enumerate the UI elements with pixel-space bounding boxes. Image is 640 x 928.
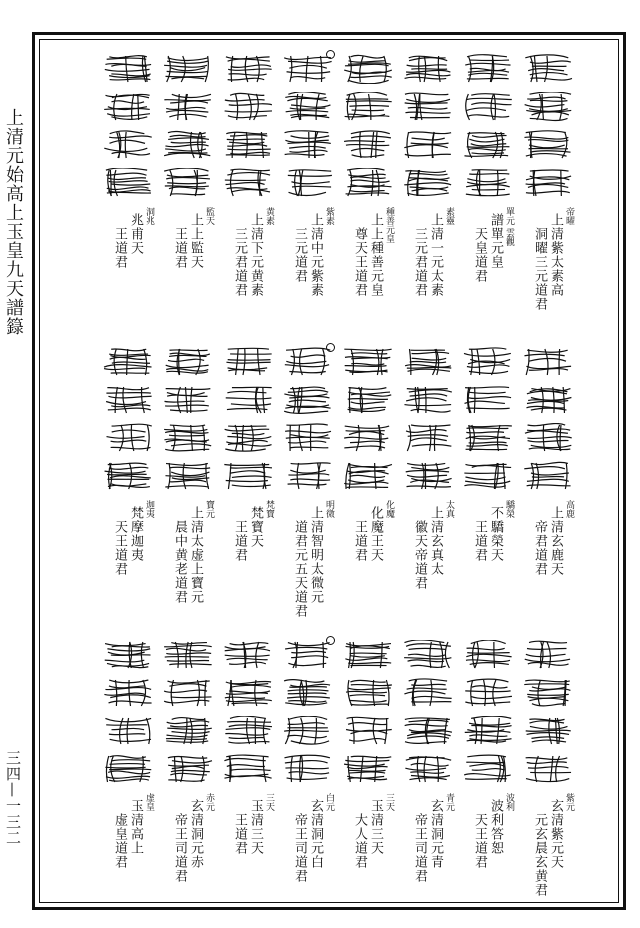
seal-script-glyph [462, 92, 514, 122]
seal-script-glyph [522, 92, 574, 122]
seal-script-glyph [162, 754, 214, 784]
seal-script-glyph [282, 130, 334, 160]
seal-script-glyph [342, 423, 394, 453]
caption-sub-note: 三天 [384, 793, 394, 811]
register-1 [36, 40, 636, 340]
caption-line-2: 道君元五天道君 [292, 520, 307, 618]
caption-line-2: 三元君道君 [232, 227, 247, 297]
deity-column [278, 626, 338, 926]
deity-caption [160, 500, 216, 630]
caption-line-2: 王道君 [172, 227, 187, 269]
caption-sub-note: 紫素 [324, 207, 334, 225]
seal-script-glyph [102, 168, 154, 198]
caption-sub-note: 波利 [504, 793, 514, 811]
deity-caption [520, 793, 576, 923]
seal-script-glyph [102, 130, 154, 160]
seal-script-glyph [102, 92, 154, 122]
caption-line-1: 梵寶天 [248, 506, 263, 548]
deity-column [338, 626, 398, 926]
caption-line-2: 三元道君 [292, 227, 307, 283]
seal-script-glyph [222, 54, 274, 84]
seal-script-glyph [402, 640, 454, 670]
seal-script-glyph [402, 678, 454, 708]
seal-script-glyph [282, 54, 334, 84]
caption-line-2: 元玄晨玄黄君 [532, 813, 547, 897]
caption-line-1: 不驕榮天 [488, 506, 503, 562]
caption-line-2: 天王道君 [112, 520, 127, 576]
deity-caption [100, 793, 156, 923]
seal-script-glyph [462, 640, 514, 670]
caption-sub-note: 素靈 [444, 207, 454, 225]
deity-caption [400, 500, 456, 630]
seal-script-glyph [102, 754, 154, 784]
caption-sub-note: 單元 雲觀 [504, 207, 514, 246]
seal-script-glyph [222, 754, 274, 784]
caption-line-1: 上清智明太微元 [308, 506, 323, 604]
seal-script-glyph [222, 678, 274, 708]
caption-sub-note: 黄素 [264, 207, 274, 225]
seal-script-glyph [402, 54, 454, 84]
caption-sub-note: 化魔 [384, 500, 394, 518]
caption-line-2: 虚皇道君 [112, 813, 127, 869]
seal-script-glyph [222, 461, 274, 491]
seal-script-glyph [402, 716, 454, 746]
deity-column [98, 626, 158, 926]
seal-script-glyph [222, 92, 274, 122]
seal-script-glyph [222, 716, 274, 746]
seal-script-glyph [162, 168, 214, 198]
seal-script-glyph [102, 716, 154, 746]
deity-column [338, 40, 398, 340]
caption-line-1: 玉清三天 [248, 799, 263, 855]
seal-script-glyph [342, 754, 394, 784]
deity-column [158, 626, 218, 926]
deity-column [458, 626, 518, 926]
seal-script-glyph [282, 385, 334, 415]
caption-line-2: 帝王司道君 [412, 813, 427, 883]
seal-script-glyph [102, 347, 154, 377]
seal-script-glyph [342, 461, 394, 491]
deity-caption [100, 500, 156, 630]
deity-column [518, 333, 578, 633]
caption-line-1: 波利答恕 [488, 799, 503, 855]
seal-script-glyph [402, 168, 454, 198]
deity-column [398, 626, 458, 926]
caption-sub-note: 青元 [444, 793, 454, 811]
caption-sub-note: 洞兆 [144, 207, 154, 225]
caption-line-1: 譜單元皇 [488, 213, 503, 269]
seal-script-glyph [402, 130, 454, 160]
caption-sub-note: 紫元 [564, 793, 574, 811]
seal-script-glyph [342, 716, 394, 746]
caption-line-2: 天皇道君 [472, 227, 487, 283]
seal-script-glyph [282, 678, 334, 708]
seal-script-glyph [522, 678, 574, 708]
deity-caption [520, 500, 576, 630]
deity-column [398, 40, 458, 340]
seal-script-glyph [282, 716, 334, 746]
caption-sub-note: 赤元 [204, 793, 214, 811]
caption-line-2: 天王道君 [472, 813, 487, 869]
seal-script-glyph [522, 461, 574, 491]
seal-script-glyph [162, 461, 214, 491]
seal-script-glyph [162, 130, 214, 160]
caption-line-2: 晨中黄老道君 [172, 520, 187, 604]
seal-script-glyph [402, 754, 454, 784]
deity-caption [160, 207, 216, 337]
seal-script-glyph [462, 461, 514, 491]
caption-line-1: 玄清洞元青 [428, 799, 443, 869]
deity-caption [220, 207, 276, 337]
seal-script-glyph [102, 640, 154, 670]
seal-script-glyph [522, 54, 574, 84]
seal-script-glyph [342, 347, 394, 377]
register-3 [36, 626, 636, 926]
seal-script-glyph [522, 385, 574, 415]
seal-script-glyph [282, 347, 334, 377]
caption-sub-note: 種善元皇 [384, 207, 394, 243]
deity-column [158, 333, 218, 633]
seal-script-glyph [402, 385, 454, 415]
caption-line-2: 洞曜三元道君 [532, 227, 547, 311]
side-margin-page-number: 三四—一三二 [4, 750, 22, 846]
deity-caption [460, 500, 516, 630]
deity-caption [520, 207, 576, 337]
caption-line-2: 王道君 [232, 813, 247, 855]
deity-column [218, 40, 278, 340]
caption-line-1: 玄清紫元天 [548, 799, 563, 869]
seal-script-glyph [162, 385, 214, 415]
seal-script-glyph [402, 347, 454, 377]
deity-column [458, 333, 518, 633]
caption-line-2: 王道君 [232, 520, 247, 562]
deity-caption [280, 207, 336, 337]
caption-line-1: 玄清洞元白 [308, 799, 323, 869]
caption-line-1: 玉清三天 [368, 799, 383, 855]
seal-script-glyph [162, 640, 214, 670]
seal-script-glyph [222, 640, 274, 670]
side-margin-title: 上清元始高上玉皇九天譜籙 [3, 108, 24, 336]
seal-script-glyph [162, 678, 214, 708]
caption-line-1: 上清中元紫素 [308, 213, 323, 297]
seal-script-glyph [462, 678, 514, 708]
caption-line-1: 上上種善元皇 [368, 213, 383, 297]
deity-caption [400, 207, 456, 337]
deity-caption [340, 207, 396, 337]
caption-line-1: 化魔王天 [368, 506, 383, 562]
caption-line-1: 上清玄鹿天 [548, 506, 563, 576]
caption-sub-note: 白元 [324, 793, 334, 811]
deity-caption [100, 207, 156, 337]
seal-script-glyph [462, 385, 514, 415]
seal-script-glyph [282, 92, 334, 122]
seal-script-glyph [522, 130, 574, 160]
seal-script-glyph [462, 423, 514, 453]
seal-script-glyph [222, 168, 274, 198]
seal-script-glyph [342, 168, 394, 198]
seal-script-glyph [282, 640, 334, 670]
caption-line-1: 上清一元太素 [428, 213, 443, 297]
deity-column [278, 40, 338, 340]
seal-script-glyph [102, 385, 154, 415]
seal-script-glyph [342, 385, 394, 415]
caption-line-2: 王道君 [472, 520, 487, 562]
seal-script-glyph [402, 92, 454, 122]
seal-script-glyph [342, 54, 394, 84]
seal-script-glyph [162, 92, 214, 122]
caption-sub-note: 梵寶 [264, 500, 274, 518]
caption-line-2: 三元君道君 [412, 227, 427, 297]
deity-column [278, 333, 338, 633]
seal-script-glyph [462, 130, 514, 160]
caption-line-2: 帝王司道君 [292, 813, 307, 883]
deity-caption [280, 500, 336, 630]
seal-script-glyph [162, 54, 214, 84]
caption-sub-note: 監天 [204, 207, 214, 225]
deity-caption [160, 793, 216, 923]
caption-sub-note: 三天 [264, 793, 274, 811]
caption-sub-note: 虚皇 [144, 793, 154, 811]
seal-script-glyph [342, 640, 394, 670]
caption-line-1: 上上監天 [188, 213, 203, 269]
seal-script-glyph [522, 423, 574, 453]
deity-caption [460, 207, 516, 337]
seal-script-glyph [342, 678, 394, 708]
deity-column [98, 333, 158, 633]
seal-script-glyph [282, 423, 334, 453]
seal-script-glyph [522, 347, 574, 377]
seal-script-glyph [222, 385, 274, 415]
deity-caption [220, 500, 276, 630]
seal-script-glyph [342, 92, 394, 122]
caption-sub-note: 驕榮 [504, 500, 514, 518]
caption-sub-note: 寶元 [204, 500, 214, 518]
caption-line-1: 上清玄真太 [428, 506, 443, 576]
seal-script-glyph [282, 168, 334, 198]
seal-script-glyph [462, 347, 514, 377]
caption-line-1: 玄清洞元赤 [188, 799, 203, 869]
caption-line-2: 尊天王道君 [352, 227, 367, 297]
seal-script-glyph [162, 423, 214, 453]
caption-line-2: 帝王司道君 [172, 813, 187, 883]
seal-script-glyph [102, 461, 154, 491]
caption-sub-note: 迦夷 [144, 500, 154, 518]
caption-line-2: 王道君 [352, 520, 367, 562]
caption-line-2: 王道君 [112, 227, 127, 269]
caption-sub-note: 太真 [444, 500, 454, 518]
seal-script-glyph [462, 716, 514, 746]
caption-line-2: 大人道君 [352, 813, 367, 869]
deity-column [158, 40, 218, 340]
seal-script-glyph [522, 754, 574, 784]
seal-script-glyph [282, 461, 334, 491]
caption-line-2: 帝君道君 [532, 520, 547, 576]
deity-column [338, 333, 398, 633]
caption-line-2: 徽天帝道君 [412, 520, 427, 590]
seal-script-glyph [222, 423, 274, 453]
seal-script-glyph [402, 461, 454, 491]
seal-script-glyph [222, 130, 274, 160]
deity-caption [280, 793, 336, 923]
register-2 [36, 333, 636, 633]
caption-sub-note: 高鹿 [564, 500, 574, 518]
deity-column [518, 626, 578, 926]
seal-script-glyph [522, 168, 574, 198]
caption-sub-note: 明微 [324, 500, 334, 518]
caption-line-1: 上清下元黄素 [248, 213, 263, 297]
deity-column [458, 40, 518, 340]
deity-caption [340, 793, 396, 923]
seal-script-glyph [462, 168, 514, 198]
deity-column [398, 333, 458, 633]
seal-script-glyph [102, 54, 154, 84]
caption-line-1: 上清太虚上寶元 [188, 506, 203, 604]
seal-script-glyph [102, 423, 154, 453]
deity-column [518, 40, 578, 340]
deity-caption [220, 793, 276, 923]
seal-script-glyph [162, 347, 214, 377]
seal-script-glyph [282, 754, 334, 784]
deity-column [98, 40, 158, 340]
deity-column [218, 626, 278, 926]
seal-script-glyph [162, 716, 214, 746]
seal-script-glyph [402, 423, 454, 453]
caption-line-1: 梵摩迦夷 [128, 506, 143, 562]
caption-sub-note: 帝曜 [564, 207, 574, 225]
seal-script-glyph [522, 640, 574, 670]
deity-column [218, 333, 278, 633]
deity-caption [460, 793, 516, 923]
caption-line-1: 兆甫天 [128, 213, 143, 255]
seal-script-glyph [222, 347, 274, 377]
seal-script-glyph [342, 130, 394, 160]
caption-line-1: 上清紫太素高 [548, 213, 563, 297]
seal-script-glyph [462, 754, 514, 784]
deity-caption [400, 793, 456, 923]
deity-caption [340, 500, 396, 630]
caption-line-1: 玉清高上 [128, 799, 143, 855]
seal-script-glyph [462, 54, 514, 84]
seal-script-glyph [522, 716, 574, 746]
seal-script-glyph [102, 678, 154, 708]
